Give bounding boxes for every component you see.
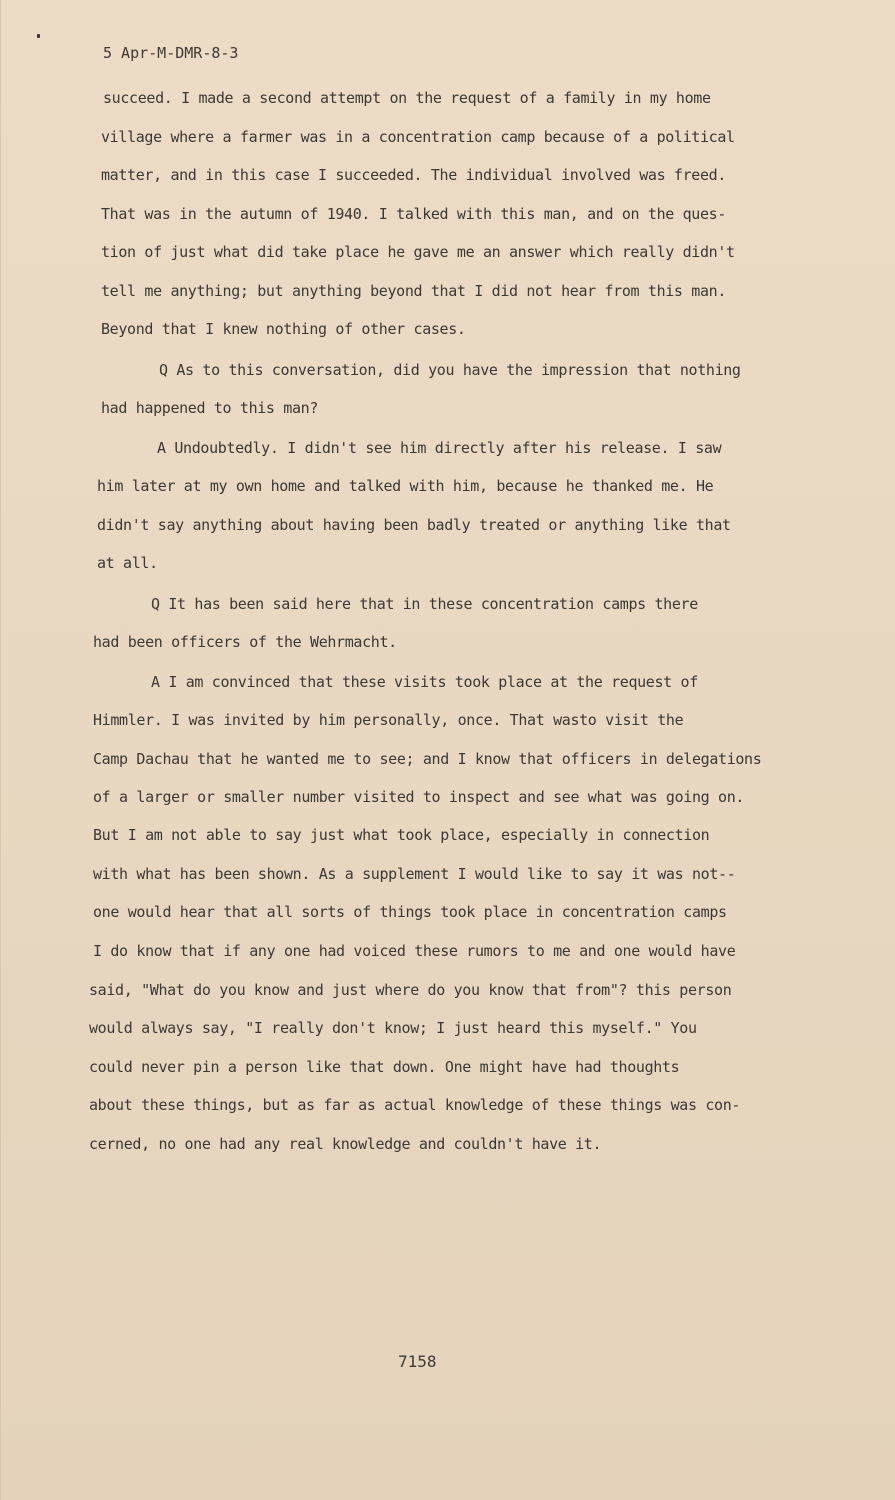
text-line: That was in the autumn of 1940. I talked with this man, and on the ques- — [101, 205, 727, 223]
text-line: said, "What do you know and just where do you know that from"? this person — [89, 981, 732, 999]
text-line: matter, and in this case I succeeded. The individual involved was freed. — [101, 166, 727, 184]
text-line: A I am convinced that these visits took place at the request of — [151, 673, 698, 691]
text-line: had been officers of the Wehrmacht. — [93, 633, 397, 651]
text-line: Camp Dachau that he wanted me to see; and I know that officers in delegations — [93, 750, 762, 768]
text-line: Q It has been said here that in these concentration camps there — [151, 595, 698, 613]
text-line: But I am not able to say just what took place, especially in connection — [93, 826, 710, 844]
text-line: succeed. I made a second attempt on the request of a family in my home — [103, 89, 711, 107]
text-line: could never pin a person like that down. One might have had thoughts — [89, 1058, 680, 1076]
text-line: tell me anything; but anything beyond that I did not hear from this man. — [101, 282, 727, 300]
text-line: about these things, but as far as actual knowledge of these things was con- — [89, 1096, 741, 1114]
page-number: 7158 — [398, 1352, 437, 1371]
text-line: would always say, "I really don't know; I just heard this myself." You — [89, 1019, 697, 1037]
document-header: 5 Apr-M-DMR-8-3 — [103, 44, 239, 62]
text-line: village where a farmer was in a concentration camp because of a political — [101, 128, 735, 146]
text-line: him later at my own home and talked with him, because he thanked me. He — [97, 477, 714, 495]
text-line: had happened to this man? — [101, 399, 319, 417]
ink-mark — [37, 34, 40, 38]
text-line: at all. — [97, 554, 158, 572]
text-line: with what has been shown. As a supplement I would like to say it was not-- — [93, 865, 736, 883]
text-line: I do know that if any one had voiced these rumors to me and one would have — [93, 942, 736, 960]
text-line: Q As to this conversation, did you have the impression that nothing — [159, 361, 741, 379]
text-line: cerned, no one had any real knowledge and couldn't have it. — [89, 1135, 602, 1153]
text-line: Himmler. I was invited by him personally, once. That wasto visit the — [93, 711, 684, 729]
text-line: didn't say anything about having been badly treated or anything like that — [97, 516, 731, 534]
text-line: tion of just what did take place he gave me an answer which really didn't — [101, 243, 735, 261]
text-line: one would hear that all sorts of things took place in concentration camps — [93, 903, 727, 921]
text-line: Beyond that I knew nothing of other cases. — [101, 320, 466, 338]
text-line: A Undoubtedly. I didn't see him directly after his release. I saw — [157, 439, 722, 457]
text-line: of a larger or smaller number visited to inspect and see what was going on. — [93, 788, 745, 806]
